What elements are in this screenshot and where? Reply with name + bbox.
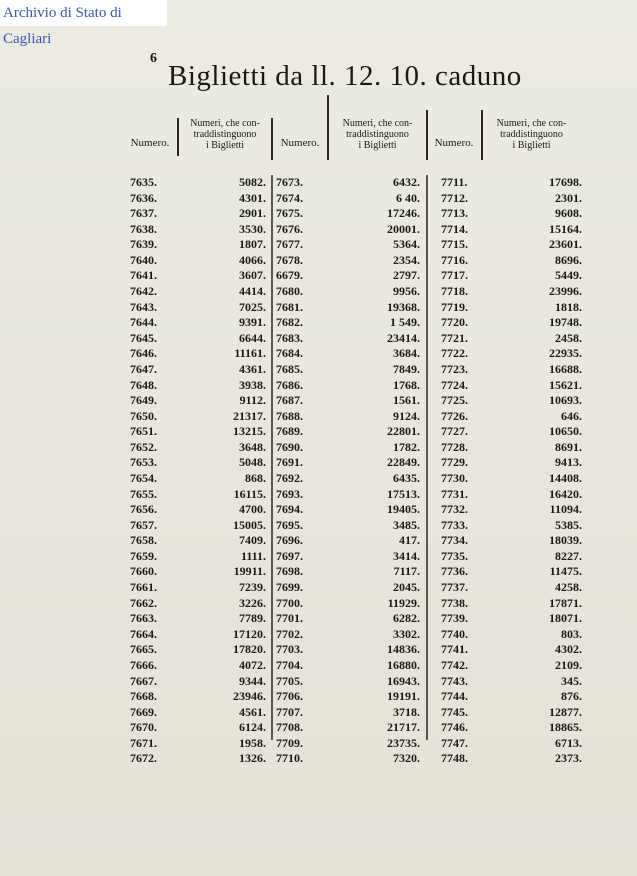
numero-cell: 7635. xyxy=(130,175,157,189)
numero-cell: 7681. xyxy=(276,299,303,314)
biglietto-number-cell: 6124. xyxy=(239,720,266,735)
divider xyxy=(426,110,428,160)
numero-cell: 7644. xyxy=(130,315,157,330)
numero-cell: 7709. xyxy=(276,735,303,750)
page-title: Biglietti da ll. 12. 10. caduno xyxy=(168,60,522,92)
biglietto-number-cell: 13215. xyxy=(233,424,266,439)
biglietto-number-cell: 5364. xyxy=(393,237,420,252)
numero-cell: 7699. xyxy=(276,580,303,595)
numero-cell: 7714. xyxy=(441,221,468,236)
biglietto-number-cell: 1561. xyxy=(393,393,420,408)
biglietto-number-cell: 14836. xyxy=(387,642,420,657)
divider xyxy=(327,95,329,160)
numero-cell: 7650. xyxy=(130,408,157,423)
header-line: traddistinguono xyxy=(193,129,257,140)
biglietto-number-cell: 2373. xyxy=(555,751,582,766)
biglietto-number-cell: 3648. xyxy=(239,439,266,454)
biglietto-number-cell: 15005. xyxy=(233,517,266,532)
numero-cell: 7691. xyxy=(276,455,303,470)
biglietto-number-cell: 9391. xyxy=(239,315,266,330)
numero-cell: 7741. xyxy=(441,642,468,657)
numero-cell: 7640. xyxy=(130,252,157,267)
biglietto-number-cell: 18039. xyxy=(549,533,582,548)
biglietto-number-cell: 22849. xyxy=(387,455,420,470)
numero-cell: 7713. xyxy=(441,206,468,221)
biglietto-number-cell: 10650. xyxy=(549,424,582,439)
column-divider xyxy=(271,175,273,740)
biglietto-number-cell: 7849. xyxy=(393,361,420,376)
biglietto-number-cell: 345. xyxy=(561,673,582,688)
numero-cell: 7725. xyxy=(441,393,468,408)
numero-cell: 7692. xyxy=(276,470,303,485)
biglietto-number-cell: 2109. xyxy=(555,657,582,672)
numero-cell: 7716. xyxy=(441,252,468,267)
numero-column-2 xyxy=(276,175,326,767)
biglietto-number-cell: 1326. xyxy=(239,751,266,766)
header-line: traddistinguono xyxy=(500,129,563,140)
biglietto-number-cell: 17120. xyxy=(233,626,266,641)
numero-cell: 7648. xyxy=(130,377,157,392)
header-numero-3: Numero. xyxy=(434,137,474,149)
biglietto-number-cell: 7789. xyxy=(239,611,266,626)
biglietto-number-cell: 417. xyxy=(399,533,420,548)
biglietto-number-cell: 803. xyxy=(561,626,582,641)
biglietto-number-cell: 8696. xyxy=(555,252,582,267)
numero-cell: 7683. xyxy=(276,330,303,345)
biglietto-number-cell: 4700. xyxy=(239,502,266,517)
numero-cell: 7670. xyxy=(130,720,157,735)
biglietto-number-cell: 18865. xyxy=(549,720,582,735)
numero-cell: 7745. xyxy=(441,704,468,719)
numero-cell: 7657. xyxy=(130,517,157,532)
numero-cell: 7688. xyxy=(276,408,303,423)
numero-cell: 7646. xyxy=(130,346,157,361)
biglietto-number-cell: 17698. xyxy=(549,175,582,189)
biglietto-number-cell: 2797. xyxy=(393,268,420,283)
header-numeri-2 xyxy=(330,118,425,151)
header-line: i Biglietti xyxy=(358,140,397,151)
header-line: Numeri, che con- xyxy=(190,118,260,129)
numero-cell: 7636. xyxy=(130,190,157,205)
numero-cell: 7660. xyxy=(130,564,157,579)
numero-cell: 7684. xyxy=(276,346,303,361)
biglietto-number-cell: 5449. xyxy=(555,268,582,283)
numero-cell: 7666. xyxy=(130,657,157,672)
numero-cell: 7736. xyxy=(441,564,468,579)
biglietto-number-cell: 4066. xyxy=(239,252,266,267)
numeri-column-2 xyxy=(336,175,420,767)
biglietto-number-cell: 23996. xyxy=(549,284,582,299)
biglietto-number-cell: 1768. xyxy=(393,377,420,392)
numeri-column-1 xyxy=(190,175,266,767)
biglietto-number-cell: 19911. xyxy=(233,564,266,579)
biglietto-number-cell: 8227. xyxy=(555,548,582,563)
biglietto-number-cell: 4072. xyxy=(239,657,266,672)
biglietto-number-cell: 3414. xyxy=(393,548,420,563)
biglietto-number-cell: 5048. xyxy=(239,455,266,470)
numero-cell: 7647. xyxy=(130,361,157,376)
numero-cell: 7680. xyxy=(276,284,303,299)
biglietto-number-cell: 9124. xyxy=(393,408,420,423)
biglietto-number-cell: 9344. xyxy=(239,673,266,688)
numero-cell: 7721. xyxy=(441,330,468,345)
numero-cell: 7641. xyxy=(130,268,157,283)
numero-cell: 7706. xyxy=(276,689,303,704)
biglietto-number-cell: 15621. xyxy=(549,377,582,392)
biglietto-number-cell: 5385. xyxy=(555,517,582,532)
biglietto-number-cell: 17820. xyxy=(233,642,266,657)
numero-cell: 7675. xyxy=(276,206,303,221)
numero-cell: 7693. xyxy=(276,486,303,501)
numero-cell: 7735. xyxy=(441,548,468,563)
biglietto-number-cell: 6282. xyxy=(393,611,420,626)
numero-cell: 7739. xyxy=(441,611,468,626)
numero-cell: 7730. xyxy=(441,470,468,485)
header-numero-2: Numero. xyxy=(280,137,320,149)
biglietto-number-cell: 16880. xyxy=(387,657,420,672)
numero-cell: 7643. xyxy=(130,299,157,314)
biglietto-number-cell: 22801. xyxy=(387,424,420,439)
numero-cell: 7700. xyxy=(276,595,303,610)
numero-cell: 7744. xyxy=(441,689,468,704)
numero-cell: 7655. xyxy=(130,486,157,501)
header-line: i Biglietti xyxy=(512,140,551,151)
numero-cell: 7673. xyxy=(276,175,303,189)
biglietto-number-cell: 4361. xyxy=(239,361,266,376)
biglietto-number-cell: 17513. xyxy=(387,486,420,501)
biglietto-number-cell: 6435. xyxy=(393,470,420,485)
biglietto-number-cell: 6644. xyxy=(239,330,266,345)
numero-cell: 7697. xyxy=(276,548,303,563)
numero-cell: 7747. xyxy=(441,735,468,750)
biglietto-number-cell: 16688. xyxy=(549,361,582,376)
biglietto-number-cell: 9608. xyxy=(555,206,582,221)
biglietto-number-cell: 4414. xyxy=(239,284,266,299)
biglietto-number-cell: 19405. xyxy=(387,502,420,517)
numero-cell: 7642. xyxy=(130,284,157,299)
numero-cell: 7669. xyxy=(130,704,157,719)
numero-cell: 7661. xyxy=(130,580,157,595)
numero-column-1 xyxy=(130,175,180,767)
numero-cell: 7645. xyxy=(130,330,157,345)
numero-cell: 7705. xyxy=(276,673,303,688)
biglietto-number-cell: 1782. xyxy=(393,439,420,454)
biglietto-number-cell: 6713. xyxy=(555,735,582,750)
biglietto-number-cell: 6 40. xyxy=(396,190,420,205)
numero-cell: 7654. xyxy=(130,470,157,485)
numero-cell: 7690. xyxy=(276,439,303,454)
numero-cell: 7677. xyxy=(276,237,303,252)
numero-cell: 7662. xyxy=(130,595,157,610)
numero-cell: 7743. xyxy=(441,673,468,688)
numero-cell: 7723. xyxy=(441,361,468,376)
numero-cell: 7659. xyxy=(130,548,157,563)
biglietto-number-cell: 16115. xyxy=(233,486,266,501)
numero-cell: 7698. xyxy=(276,564,303,579)
numero-cell: 7704. xyxy=(276,657,303,672)
numero-cell: 7729. xyxy=(441,455,468,470)
biglietto-number-cell: 2045. xyxy=(393,580,420,595)
numero-cell: 7742. xyxy=(441,657,468,672)
numero-cell: 7746. xyxy=(441,720,468,735)
biglietto-number-cell: 18071. xyxy=(549,611,582,626)
numero-cell: 7712. xyxy=(441,190,468,205)
biglietto-number-cell: 2354. xyxy=(393,252,420,267)
column-divider xyxy=(426,175,428,740)
numero-cell: 7685. xyxy=(276,361,303,376)
biglietto-number-cell: 15164. xyxy=(549,221,582,236)
biglietto-number-cell: 868. xyxy=(245,470,266,485)
biglietto-number-cell: 21717. xyxy=(387,720,420,735)
numero-cell: 7738. xyxy=(441,595,468,610)
biglietto-number-cell: 11161. xyxy=(234,346,266,361)
numero-cell: 7717. xyxy=(441,268,468,283)
numero-cell: 7665. xyxy=(130,642,157,657)
numero-cell: 7727. xyxy=(441,424,468,439)
biglietto-number-cell: 19191. xyxy=(387,689,420,704)
biglietto-number-cell: 7409. xyxy=(239,533,266,548)
numero-cell: 7728. xyxy=(441,439,468,454)
biglietto-number-cell: 4258. xyxy=(555,580,582,595)
numero-cell: 7703. xyxy=(276,642,303,657)
numero-cell: 7707. xyxy=(276,704,303,719)
biglietto-number-cell: 23946. xyxy=(233,689,266,704)
biglietto-number-cell: 7320. xyxy=(393,751,420,766)
biglietto-number-cell: 1958. xyxy=(239,735,266,750)
numero-cell: 7726. xyxy=(441,408,468,423)
header-line: i Biglietti xyxy=(205,140,245,151)
numero-cell: 7656. xyxy=(130,502,157,517)
numero-cell: 7689. xyxy=(276,424,303,439)
biglietto-number-cell: 23601. xyxy=(549,237,582,252)
numero-cell: 7708. xyxy=(276,720,303,735)
biglietto-number-cell: 4561. xyxy=(239,704,266,719)
biglietto-number-cell: 20001. xyxy=(387,221,420,236)
biglietto-number-cell: 3718. xyxy=(393,704,420,719)
biglietto-number-cell: 19368. xyxy=(387,299,420,314)
biglietto-number-cell: 10693. xyxy=(549,393,582,408)
numero-cell: 7724. xyxy=(441,377,468,392)
biglietto-number-cell: 11094. xyxy=(549,502,582,517)
biglietto-number-cell: 1 549. xyxy=(390,315,420,330)
numero-cell: 7658. xyxy=(130,533,157,548)
biglietto-number-cell: 16420. xyxy=(549,486,582,501)
divider xyxy=(177,118,179,156)
numero-cell: 7664. xyxy=(130,626,157,641)
numero-cell: 7639. xyxy=(130,237,157,252)
biglietto-number-cell: 9413. xyxy=(555,455,582,470)
biglietto-number-cell: 2901. xyxy=(239,206,266,221)
numero-cell: 7710. xyxy=(276,751,303,766)
biglietto-number-cell: 7025. xyxy=(239,299,266,314)
numero-cell: 7694. xyxy=(276,502,303,517)
numero-cell: 7638. xyxy=(130,221,157,236)
numero-cell: 7667. xyxy=(130,673,157,688)
numero-cell: 7733. xyxy=(441,517,468,532)
numero-cell: 7748. xyxy=(441,751,468,766)
numero-cell: 7687. xyxy=(276,393,303,408)
numero-cell: 7672. xyxy=(130,751,157,766)
biglietto-number-cell: 1818. xyxy=(555,299,582,314)
biglietto-number-cell: 19748. xyxy=(549,315,582,330)
biglietto-number-cell: 23735. xyxy=(387,735,420,750)
numero-cell: 7702. xyxy=(276,626,303,641)
numero-cell: 7740. xyxy=(441,626,468,641)
numeri-column-3 xyxy=(498,175,582,767)
numero-cell: 7711. xyxy=(441,175,468,189)
biglietto-number-cell: 22935. xyxy=(549,346,582,361)
biglietto-number-cell: 3226. xyxy=(239,595,266,610)
numero-cell: 7674. xyxy=(276,190,303,205)
numero-cell: 7720. xyxy=(441,315,468,330)
numero-cell: 7653. xyxy=(130,455,157,470)
biglietto-number-cell: 21317. xyxy=(233,408,266,423)
archive-watermark: Archivio di Stato di Cagliari xyxy=(0,0,167,26)
biglietto-number-cell: 876. xyxy=(561,689,582,704)
page-mark: 6 xyxy=(150,51,157,66)
biglietto-number-cell: 3302. xyxy=(393,626,420,641)
biglietto-number-cell: 2458. xyxy=(555,330,582,345)
numero-cell: 7686. xyxy=(276,377,303,392)
biglietto-number-cell: 646. xyxy=(561,408,582,423)
numero-cell: 7668. xyxy=(130,689,157,704)
biglietto-number-cell: 17871. xyxy=(549,595,582,610)
biglietto-number-cell: 11475. xyxy=(549,564,582,579)
biglietto-number-cell: 3530. xyxy=(239,221,266,236)
numero-cell: 7719. xyxy=(441,299,468,314)
numero-cell: 7715. xyxy=(441,237,468,252)
numero-cell: 7722. xyxy=(441,346,468,361)
numero-cell: 7637. xyxy=(130,206,157,221)
numero-cell: 7737. xyxy=(441,580,468,595)
biglietto-number-cell: 6432. xyxy=(393,175,420,189)
biglietto-number-cell: 8691. xyxy=(555,439,582,454)
biglietto-number-cell: 9112. xyxy=(239,393,266,408)
biglietto-number-cell: 3938. xyxy=(239,377,266,392)
biglietto-number-cell: 3684. xyxy=(393,346,420,361)
header-numeri-1 xyxy=(180,118,270,151)
biglietto-number-cell: 12877. xyxy=(549,704,582,719)
header-line: traddistinguono xyxy=(346,129,409,140)
biglietto-number-cell: 2301. xyxy=(555,190,582,205)
numero-cell: 6679. xyxy=(276,268,303,283)
numero-cell: 7682. xyxy=(276,315,303,330)
numero-cell: 7731. xyxy=(441,486,468,501)
biglietto-number-cell: 23414. xyxy=(387,330,420,345)
biglietto-number-cell: 11929. xyxy=(387,595,420,610)
biglietto-number-cell: 16943. xyxy=(387,673,420,688)
header-line: Numeri, che con- xyxy=(342,118,413,129)
header-line: Numeri, che con- xyxy=(496,118,567,129)
numero-cell: 7678. xyxy=(276,252,303,267)
biglietto-number-cell: 4301. xyxy=(239,190,266,205)
biglietto-number-cell: 5082. xyxy=(239,175,266,189)
biglietto-number-cell: 1111. xyxy=(240,548,266,563)
header-numeri-3 xyxy=(484,118,579,151)
numero-column-3 xyxy=(441,175,491,767)
numero-cell: 7676. xyxy=(276,221,303,236)
biglietto-number-cell: 9956. xyxy=(393,284,420,299)
numero-cell: 7649. xyxy=(130,393,157,408)
biglietto-number-cell: 3607. xyxy=(239,268,266,283)
biglietto-number-cell: 17246. xyxy=(387,206,420,221)
biglietto-number-cell: 14408. xyxy=(549,470,582,485)
numero-cell: 7732. xyxy=(441,502,468,517)
numero-cell: 7734. xyxy=(441,533,468,548)
biglietto-number-cell: 1807. xyxy=(239,237,266,252)
numero-cell: 7663. xyxy=(130,611,157,626)
numero-cell: 7695. xyxy=(276,517,303,532)
numero-cell: 7651. xyxy=(130,424,157,439)
numero-cell: 7671. xyxy=(130,735,157,750)
biglietto-number-cell: 7239. xyxy=(239,580,266,595)
header-numero-1: Numero. xyxy=(130,137,170,149)
numero-cell: 7652. xyxy=(130,439,157,454)
divider xyxy=(481,110,483,160)
numero-cell: 7701. xyxy=(276,611,303,626)
biglietto-number-cell: 3485. xyxy=(393,517,420,532)
numero-cell: 7696. xyxy=(276,533,303,548)
numero-cell: 7718. xyxy=(441,284,468,299)
biglietto-number-cell: 4302. xyxy=(555,642,582,657)
biglietto-number-cell: 7117. xyxy=(393,564,420,579)
